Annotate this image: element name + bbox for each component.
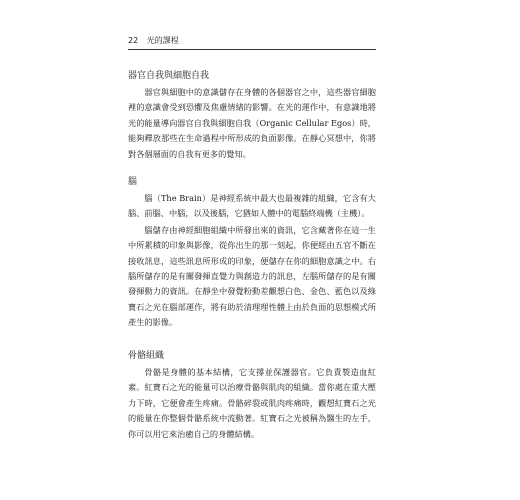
book-title: 光的課程 <box>146 36 179 45</box>
section-skeletal-tissue <box>128 350 376 443</box>
section-heading: 腦 <box>128 177 138 187</box>
section-organ-cellular-ego <box>128 70 376 163</box>
section-heading: 骨骼組織 <box>128 351 165 361</box>
paragraph: 腦儲存由神經細胞組織中所發出來的資訊，它含藏著你在這一生中所累積的印象與影像，從你出生的那一刻起，你便經由五官不斷在接收訊息，這些訊息所形成的印象，便儲存在你的細胞意識之中。右腦所儲存的是有關發揮直覺力與創造力的訊息，左腦所儲存的是有關發揮動力的資訊。在靜坐中發覺粉動差觀想白色、金色、藍色以及綠寶石之光在腦部運作，將有助於清理理性體上由於負面的思想模式所產生的影像。 <box>128 224 376 328</box>
page-number: 22 <box>128 36 139 45</box>
paragraph: 骨骼是身體的基本結構，它支撐並保護器官。它負責製造血紅素。紅寶石之光的能量可以治療骨骼與肌肉的組織。當你處在重大壓力下時，它便會產生疼痛。骨骼碎裂或肌肉疼痛時，觀想紅寶石之光的能量在你整個骨骼系統中流動著。紅寶石之光被稱為醫生的左手，你可以用它來治癒自己的身體結構。 <box>128 367 376 439</box>
paragraph: 腦（The Brain）是神經系統中最大也最複雜的組織，它含有大腦、前腦、中腦，以及後腦，它猶如人體中的電腦終端機（主機）。 <box>128 193 376 219</box>
section-heading: 器官自我與細胞自我 <box>128 71 210 81</box>
section-brain <box>128 176 376 332</box>
page-header <box>128 36 376 50</box>
paragraph: 器官與細胞中的意識儲存在身體的各個器官之中，這些器官細胞裡的意識會受到恐懼及焦慮情緒的影響。在光的運作中，有意識地將光的能量導向器官自我與細胞自我（Organic Cellular Egos）時，能夠釋放那些在生命過程中所形成的負面影像。在靜心冥想中，你將對各個層面的自我有更多的覺知。 <box>128 87 376 159</box>
